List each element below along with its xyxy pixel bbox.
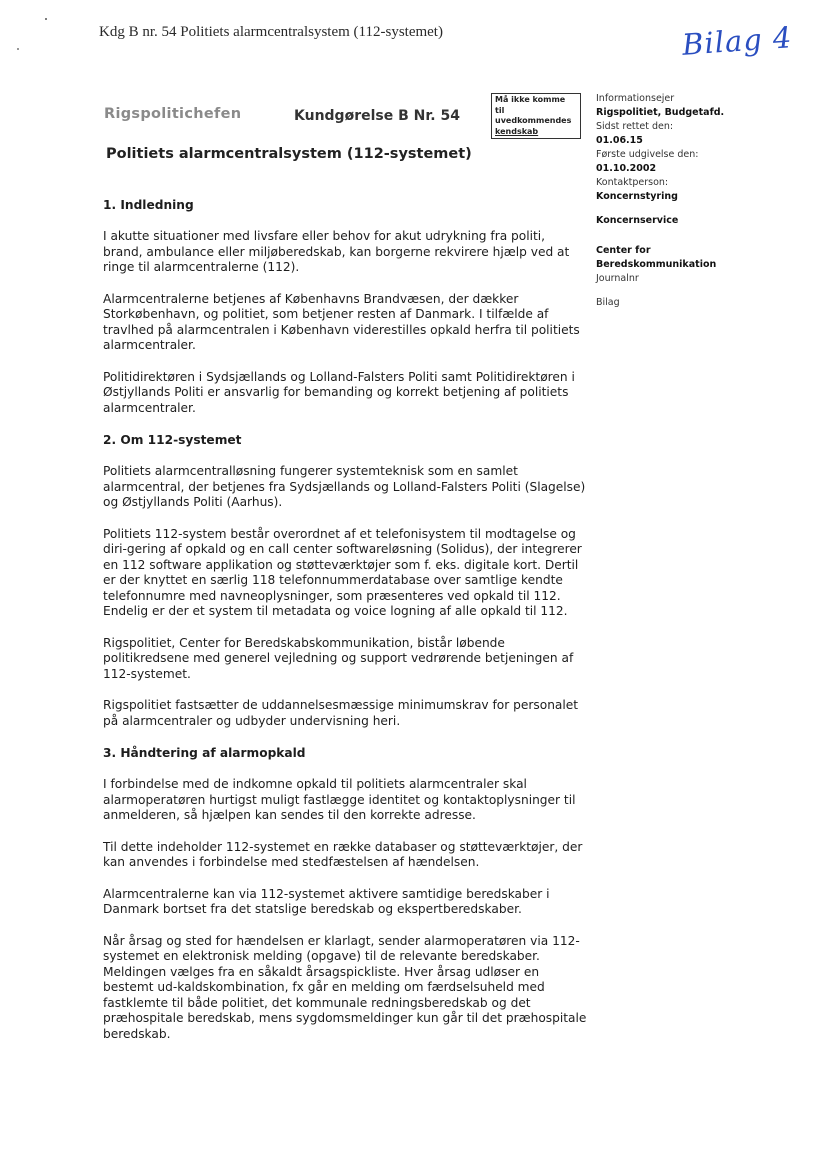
- paragraph: I akutte situationer med livsfare eller behov for akut udrykning fra politi, brand, ambulance eller miljøberedskab, kan borgerne rekvirere hjælp ved at ringe til alarmcentralerne (112).: [103, 229, 570, 274]
- stamp-line: uvedkommendes: [495, 116, 572, 125]
- forste-udgivelse-label: Første udgivelse den:: [596, 149, 699, 160]
- section-heading: 2. Om 112-systemet: [103, 433, 242, 447]
- paragraph: I forbindelse med de indkomne opkald til politiets alarmcentraler skal alarmoperatøren hurtigst muligt fastlægge identitet og kontaktoplysninger til anmelderen, så hjælpen kan sendes til den korrekte adresse.: [103, 777, 576, 822]
- informationsejer-value: Rigspolitiet, Budgetafd.: [596, 107, 725, 118]
- paragraph: Alarmcentralerne betjenes af Københavns Brandvæsen, der dækker Storkøbenhavn, og politiet, som betjener resten af Danmark. I tilfælde af travlhed på alarmcentralen i København viderestilles opkald herfra til politiets alarmcentraler.: [103, 291, 580, 352]
- stamp-line: Må ikke komme: [495, 95, 566, 104]
- journalnr-label: Journalnr: [596, 273, 639, 284]
- informationsejer-label: Informationsejer: [596, 93, 675, 104]
- document-title: Politiets alarmcentralsystem (112-systemet): [106, 146, 472, 162]
- kontaktperson-value: Koncernstyring: [596, 191, 678, 202]
- metadata-sidebar: [596, 92, 756, 310]
- center-name-line1: Center for: [596, 245, 651, 256]
- section-heading: 3. Håndtering af alarmopkald: [103, 746, 306, 760]
- paragraph: Til dette indeholder 112-systemet en række databaser og støtteværktøjer, der kan anvendes i forbindelse med stedfæstelsen af hændelsen.: [103, 839, 583, 869]
- kontaktperson-label: Kontaktperson:: [596, 177, 669, 188]
- section-heading: 1. Indledning: [103, 198, 194, 212]
- spacer: [596, 228, 756, 244]
- forste-udgivelse-value: 01.10.2002: [596, 163, 657, 174]
- spacer: [596, 204, 756, 214]
- scan-speck: [17, 48, 19, 50]
- spacer: [596, 286, 756, 296]
- koncernservice-label: Koncernservice: [596, 215, 679, 226]
- paragraph: Politidirektøren i Sydsjællands og Lolland-Falsters Politi samt Politidirektøren i Østjyllands Politi er ansvarlig for bemanding og korrekt betjening af politiets alarmcentraler.: [103, 369, 575, 415]
- confidentiality-stamp: [491, 93, 581, 139]
- bilag-label: Bilag: [596, 297, 620, 308]
- document-body: [103, 197, 588, 1042]
- stamp-line: til: [495, 105, 505, 115]
- paragraph: Rigspolitiet, Center for Beredskabskommunikation, bistår løbende politikredsene med generel vejledning og support vedrørende betjeningen af 112-systemet.: [103, 635, 574, 681]
- handwritten-bilag-label: Bilag 4: [680, 20, 794, 62]
- paragraph: Politiets 112-system består overordnet af et telefonisystem til modtagelse og diri-gering af opkald og en call center softwareløsning (Solidus), der integrerer en 112 software applikation og støtteværktøjer som f. eks. digitale kort. Dertil er der knyttet en særlig 118 telefonnummerdatabase over samtlige kendte telefonnumre med navneoplysninger, som præsenteres ved opkald til 112. Endelig er der et system til metadata og voice logning af alle opkald til 112.: [103, 526, 582, 618]
- center-name-line2: Beredskommunikation: [596, 259, 717, 270]
- document-reference-header: Kdg B nr. 54 Politiets alarmcentralsystem (112-systemet): [99, 24, 443, 40]
- paragraph: Alarmcentralerne kan via 112-systemet aktivere samtidige beredskaber i Danmark bortset fra det statslige beredskab og ekspertberedskaber.: [103, 886, 550, 916]
- paragraph: Politiets alarmcentralløsning fungerer systemteknisk som en samlet alarmcentral, der betjenes fra Sydsjællands og Lolland-Falsters Politi (Slagelse) og Østjyllands Politi (Aarhus).: [103, 464, 586, 509]
- sidst-rettet-value: 01.06.15: [596, 135, 643, 146]
- scan-speck: [45, 18, 47, 20]
- sidst-rettet-label: Sidst rettet den:: [596, 121, 674, 132]
- paragraph: Når årsag og sted for hændelsen er klarlagt, sender alarmoperatøren via 112-systemet en elektronisk melding (opgave) til de relevante beredskaber. Meldingen vælges fra en såkaldt årsagspickliste. Hver årsag udløser en bestemt ud-kaldskombination, fx går en melding om færdselsuheld med fastklemte til både politiet, det kommunale redningsberedskab og det præhospitale beredskab, mens sygdomsmeldinger kun går til det præhospitale beredskab.: [103, 933, 587, 1041]
- paragraph: Rigspolitiet fastsætter de uddannelsesmæssige minimumskrav for personalet på alarmcentraler og udbyder undervisning heri.: [103, 698, 579, 728]
- stamp-line: kendskab: [495, 126, 539, 136]
- kundgorelse-number: Kundgørelse B Nr. 54: [294, 108, 460, 124]
- organization-name: Rigspolitichefen: [104, 106, 242, 122]
